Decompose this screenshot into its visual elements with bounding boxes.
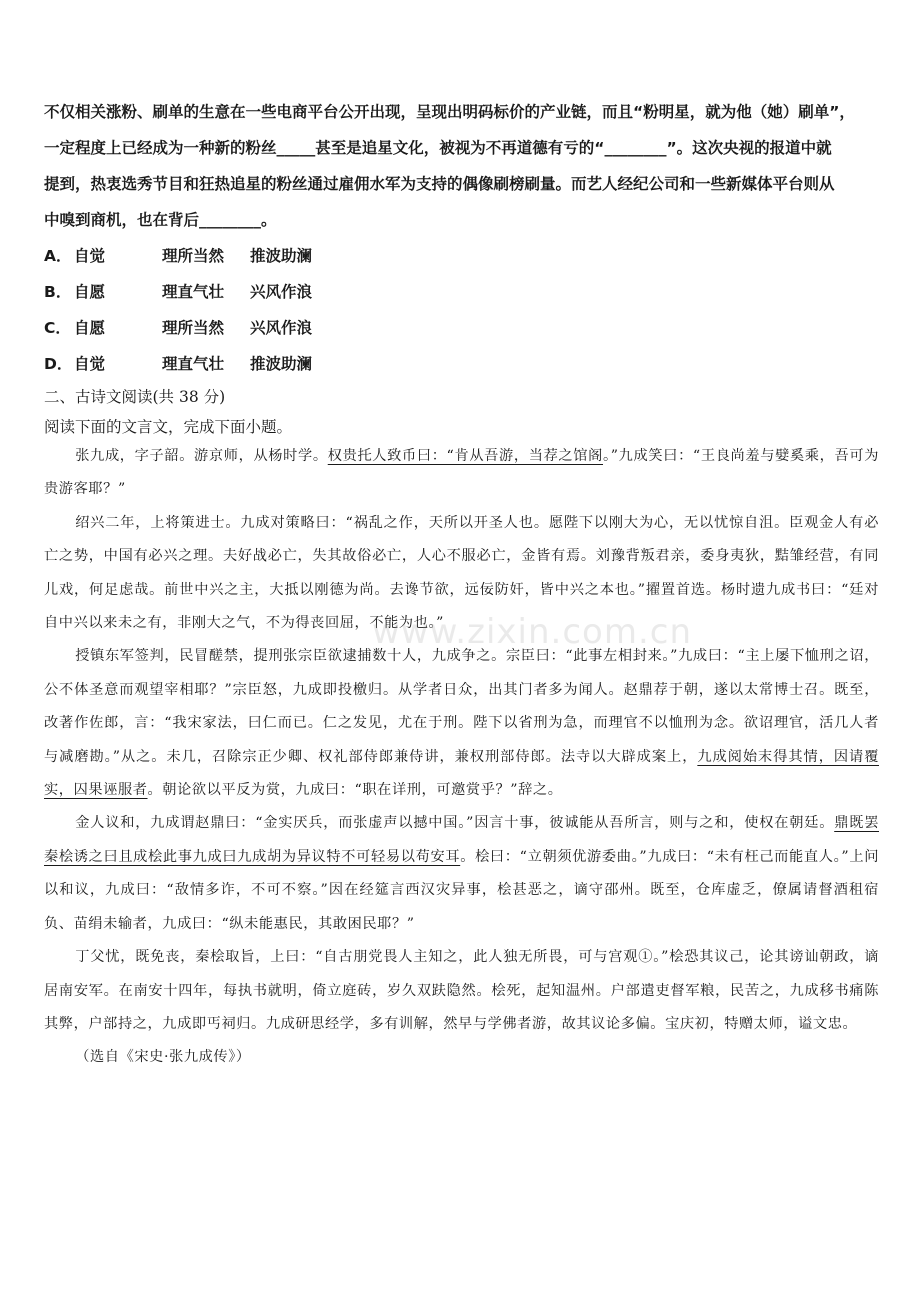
option-word: 理直气壮	[162, 283, 225, 301]
option-word: 推波助澜	[250, 247, 313, 265]
watermark: www.zixin.com.cn	[372, 612, 692, 652]
passage-text: 金人议和，九成谓赵鼎曰：“金实厌兵，而张虚声以撼中国。”因言十事，彼诚能从吾所言，则与之和，使权在朝廷。	[75, 815, 835, 832]
passage-paragraph	[44, 807, 879, 941]
section-instruction: 阅读下面的文言文，完成下面小题。	[44, 418, 293, 436]
option-word: 理所当然	[162, 247, 225, 265]
option-word: 兴风作浪	[250, 283, 313, 301]
question-stem-line: 一定程度上已经成为一种新的粉丝_____甚至是追星文化，被视为不再道德有亏的“________”。这次央视的报道中就	[44, 139, 832, 157]
option-word: 理所当然	[162, 319, 225, 337]
option-word: 自觉	[74, 355, 106, 373]
question-stem-line: 中嗅到商机，也在背后________。	[44, 211, 277, 229]
passage-paragraph	[44, 440, 879, 507]
option-letter: C．	[44, 319, 71, 337]
option-word: 理直气壮	[162, 355, 225, 373]
passage-source: （选自《宋史·张九成传》）	[75, 1049, 251, 1066]
option-word: 推波助澜	[250, 355, 313, 373]
passage-text: 。桧曰：“立朝须优游委曲。”九成曰：“未有枉己而能直人。”上问以和议，九成曰：“敌情多诈，不可不察。”因在经筵言西汉灾异事，桧甚恶之，谪守邵州。既至，仓库虚乏，僚属请督酒租宿负、苗绢未输者，九成曰：“纵未能惠民，其敢困民耶？”	[44, 848, 879, 932]
question-stem-line: 不仅相关涨粉、刷单的生意在一些电商平台公开出现，呈现出明码标价的产业链，而且“粉明星，就为他（她）刷单”，	[44, 103, 855, 121]
passage-text: 张九成，字子韶。游京师，从杨时学。	[75, 448, 328, 464]
passage-paragraph: 丁父忧，既免丧，秦桧取旨，上曰：“自古朋党畏人主知之，此人独无所畏，可与宫观①。”桧恐其议己，论其谤讪朝政，谪居南安军。在南安十四年，每执书就明，倚立庭砖，岁久双趺隐然。桧死，起知温州。户部遣吏督军粮，民苦之，九成移书痛陈其弊，户部持之，九成即丐祠归。九成研思经学，多有训解，然早与学佛者游，故其议论多偏。宝庆初，特赠太师，谥文忠。	[44, 949, 879, 1032]
question-block	[44, 94, 884, 442]
passage-text: 。朝论欲以平反为赏，九成曰：“职在详刑，可邀赏乎？”辞之。	[147, 782, 563, 799]
passage-text: 。”九成笑曰：“王良尚羞与嬖奚乘，吾可为贵游客耶？”	[44, 448, 880, 498]
underlined-sentence: 权贵托人致币曰：“肯从吾游，当荐之馆阁	[327, 448, 603, 464]
option-d	[44, 346, 884, 382]
passage-paragraph: 绍兴二年，上将策进士。九成对策略曰：“祸乱之作，天所以开圣人也。愿陛下以刚大为心，无以忧惊自沮。臣观金人有必亡之势，中国有必兴之理。夫好战必亡，失其故俗必亡，人心不服必亡，金皆有焉。刘豫背叛君亲，委身夷狄，黠雏经营，有同儿戏，何足虑哉。前世中兴之主，大抵以刚德为尚。去谗节欲，远佞防奸，皆中兴之本也。”擢置首选。杨时遗九成书曰：“廷对自中兴以来未之有，非刚大之气，不为得丧回屈，不能为也。”	[44, 514, 879, 632]
passage-text: 授镇东军签判，民冒醝禁，提刑张宗臣欲逮捕数十人，九成争之。宗臣曰：“此事左相封来。”九成曰：“主上屡下恤刑之诏，公不体圣意而观望宰相耶？”宗臣怒，九成即投檄归。从学者日众，出其门者多为闻人。赵鼎荐于朝，遂以太常博士召。既至，改著作佐郎，言：“我宋家法，曰仁而已。仁之发见，尤在于刑。陛下以省刑为急，而理官不以恤刑为念。欲诏理官，活几人者与减磨勘。”从之。未几，召除宗正少卿、权礼部侍郎兼侍讲，兼权刑部侍郎。法寺以大辟成案上，	[44, 648, 879, 765]
option-letter: A．	[44, 247, 72, 265]
option-word: 自愿	[74, 319, 106, 337]
option-a	[44, 238, 884, 274]
underlined-sentence: 鼎既罢秦桧诱之曰且成桧此事九成曰九成胡为异议特不可轻易以苟安耳	[44, 815, 879, 865]
option-word: 兴风作浪	[250, 319, 313, 337]
option-word: 自愿	[74, 283, 106, 301]
passage-paragraph	[44, 640, 879, 807]
option-word: 自觉	[74, 247, 106, 265]
option-letter: B．	[44, 283, 72, 301]
option-b	[44, 274, 884, 310]
option-letter: D．	[44, 355, 73, 373]
option-c	[44, 310, 884, 346]
section-title: 二、古诗文阅读(共 38 分)	[44, 388, 226, 406]
question-stem-line: 提到，热衷选秀节目和狂热追星的粉丝通过雇佣水军为支持的偶像刷榜刷量。而艺人经纪公司和一些新媒体平台则从	[44, 175, 835, 193]
classical-passage	[44, 440, 879, 1075]
underlined-sentence: 九成阅始末得其情，因请覆实，囚果诬服者	[44, 748, 879, 799]
